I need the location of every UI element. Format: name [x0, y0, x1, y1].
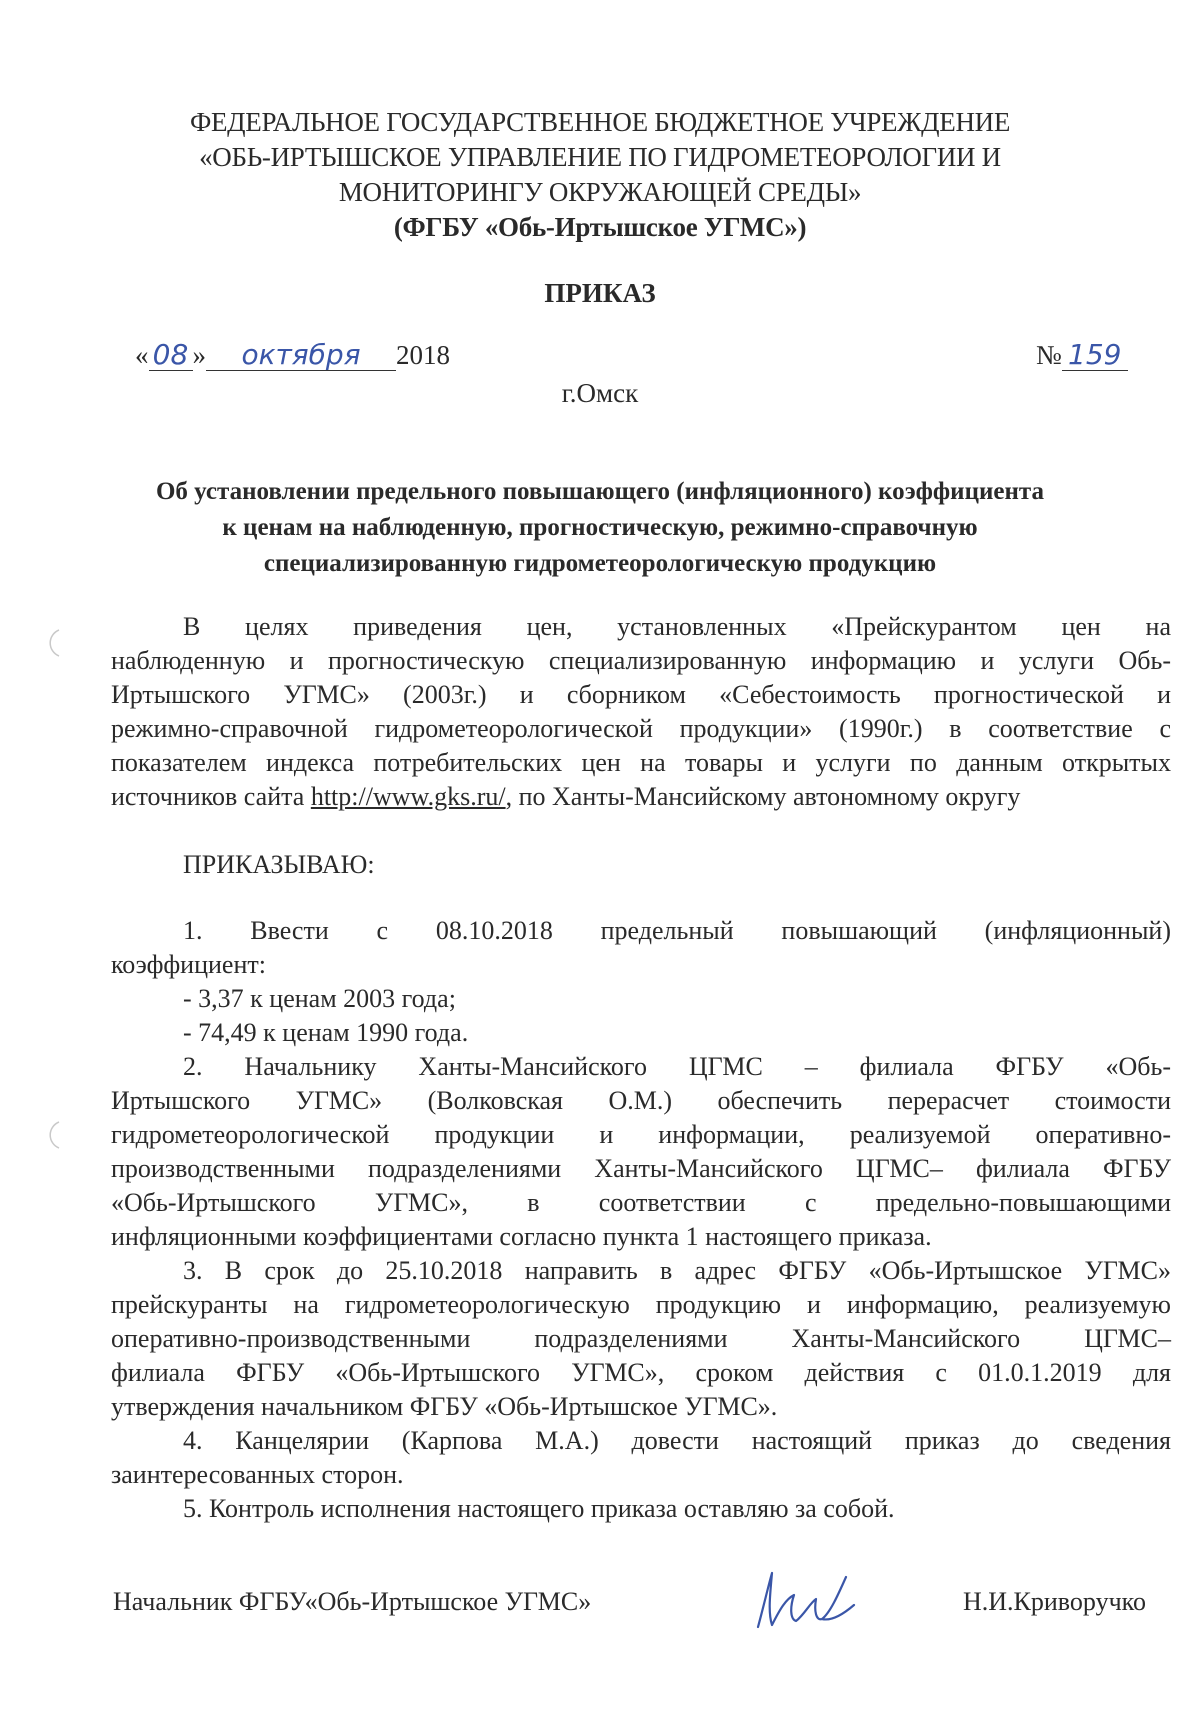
- text-line: Иртышского УГМС» (2003г.) и сборником «Себестоимость прогностической и: [111, 680, 1171, 709]
- order-number: [1036, 340, 1128, 371]
- text-fragment: источников сайта: [111, 782, 311, 811]
- text-line: утверждения начальником ФГБУ «Обь-Иртышское УГМС».: [111, 1392, 778, 1421]
- subject-line: Об установлении предельного повышающего (инфляционного) коэффициента: [155, 478, 1044, 505]
- subject-line: специализированную гидрометеорологическую продукцию: [263, 550, 937, 577]
- text-line: производственными подразделениями Ханты-Мансийского ЦГМС– филиала ФГБУ: [111, 1154, 1171, 1183]
- signatory-position: Начальник ФГБУ«Обь-Иртышское УГМС»: [113, 1587, 592, 1616]
- number-label: №: [1036, 340, 1062, 370]
- document-title: ПРИКАЗ: [544, 278, 656, 308]
- date-open-quote: «: [135, 340, 149, 370]
- city: г.Омск: [561, 378, 639, 408]
- text-line: В целях приведения цен, установленных «Прейскурантом цен на: [183, 612, 1171, 641]
- text-line: показателем индекса потребительских цен на товары и услуги по данным открытых: [111, 748, 1171, 777]
- organization-header: [120, 105, 1080, 245]
- text-line: - 74,49 к ценам 1990 года.: [183, 1018, 469, 1047]
- number-value-handwritten: 159: [1062, 340, 1128, 371]
- date-day-handwritten: 08: [149, 340, 193, 371]
- header-line: ФЕДЕРАЛЬНОЕ ГОСУДАРСТВЕННОЕ БЮДЖЕТНОЕ УЧРЕЖДЕНИЕ: [189, 107, 1011, 137]
- signatory-name: Н.И.Криворучко: [963, 1587, 1146, 1616]
- date-year: 2018: [396, 340, 450, 370]
- text-line: - 3,37 к ценам 2003 года;: [183, 984, 456, 1013]
- date-month-handwritten: октября: [206, 340, 396, 371]
- order-word: ПРИКАЗЫВАЮ:: [183, 850, 375, 879]
- text-line: филиала ФГБУ «Обь-Иртышского УГМС», сроком действия с 01.0.1.2019 для: [111, 1358, 1171, 1387]
- preamble-paragraph: [111, 610, 1171, 814]
- text-line: прейскуранты на гидрометеорологическую продукцию и информацию, реализуемую: [111, 1290, 1171, 1319]
- order-item-3: [111, 1254, 1171, 1424]
- date-close-quote: »: [192, 340, 206, 370]
- text-line: наблюденную и прогностическую специализированную информацию и услуги Обь-: [111, 646, 1171, 675]
- text-line: 1. Ввести с 08.10.2018 предельный повышающий (инфляционный): [183, 916, 1171, 945]
- order-item-4: [111, 1424, 1171, 1492]
- text-line: 3. В срок до 25.10.2018 направить в адрес ФГБУ «Обь-Иртышское УГМС»: [183, 1256, 1171, 1285]
- organization-short-name: (ФГБУ «Обь-Иртышское УГМС»): [393, 212, 807, 242]
- text-line: Иртышского УГМС» (Волковская О.М.) обеспечить перерасчет стоимости: [111, 1086, 1171, 1115]
- order-subject: [110, 474, 1090, 582]
- order-date: [135, 340, 450, 371]
- text-line: режимно-справочной гидрометеорологической продукции» (1990г.) в соответствие с: [111, 714, 1171, 743]
- text-line: [111, 780, 1171, 814]
- text-line: инфляционными коэффициентами согласно пункта 1 настоящего приказа.: [111, 1222, 932, 1251]
- order-item-2: [111, 1050, 1171, 1254]
- header-line: «ОБЬ-ИРТЫШСКОЕ УПРАВЛЕНИЕ ПО ГИДРОМЕТЕОРОЛОГИИ И: [199, 142, 1001, 172]
- text-line: 2. Начальнику Ханты-Мансийского ЦГМС – филиала ФГБУ «Обь-: [183, 1052, 1171, 1081]
- hole-punch-mark: [34, 1120, 64, 1150]
- text-line: оперативно-производственными подразделениями Ханты-Мансийского ЦГМС–: [111, 1324, 1171, 1353]
- handwritten-signature: [750, 1565, 860, 1635]
- text-line: заинтересованных сторон.: [111, 1460, 404, 1489]
- header-line: МОНИТОРИНГУ ОКРУЖАЮЩЕЙ СРЕДЫ»: [338, 177, 862, 207]
- subject-line: к ценам на наблюденную, прогностическую, режимно-справочную: [222, 514, 978, 541]
- text-line: 4. Канцелярии (Карпова М.А.) довести настоящий приказ до сведения: [183, 1426, 1171, 1455]
- text-line: коэффициент:: [111, 950, 266, 979]
- text-fragment: , по Ханты-Мансийскому автономному округу: [505, 782, 1021, 811]
- text-line: «Обь-Иртышского УГМС», в соответствии с предельно-повышающими: [111, 1188, 1171, 1217]
- order-item-1: [111, 914, 1171, 1050]
- text-line: гидрометеорологической продукции и информации, реализуемой оперативно-: [111, 1120, 1171, 1149]
- hole-punch-mark: [34, 628, 64, 658]
- gks-link[interactable]: http://www.gks.ru/: [310, 782, 506, 811]
- order-item-5: 5. Контроль исполнения настоящего приказа оставляю за собой.: [183, 1494, 895, 1523]
